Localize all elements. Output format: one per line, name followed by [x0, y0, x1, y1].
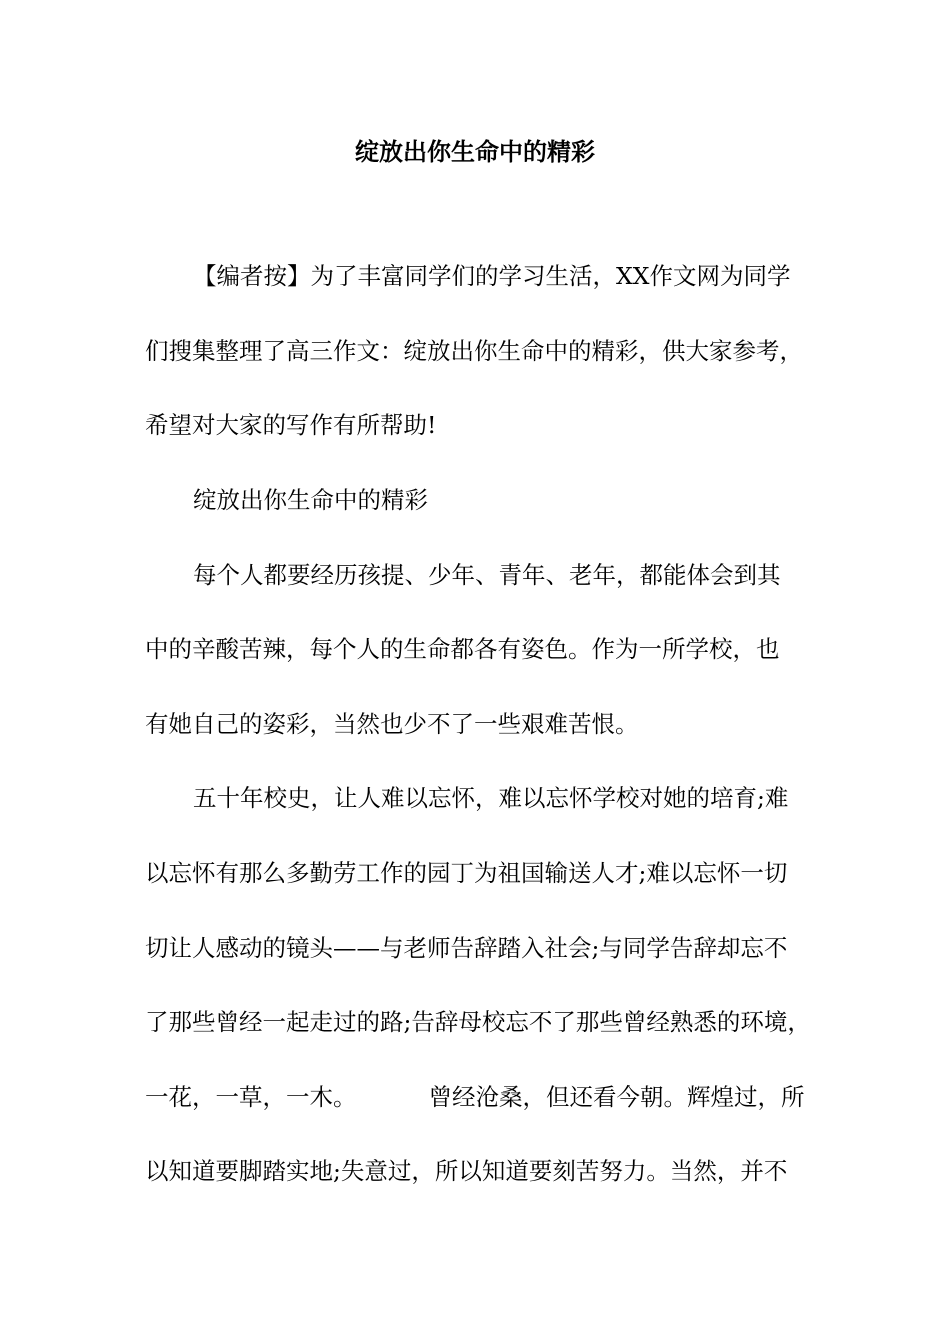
paragraph-line: 五十年校史，让人难以忘怀，难以忘怀学校对她的培育;难 [193, 784, 789, 812]
paragraph-line: 们搜集整理了高三作文：绽放出你生命中的精彩，供大家参考， [145, 337, 803, 365]
paragraph-line: 希望对大家的写作有所帮助! [145, 411, 437, 439]
paragraph-line: 以忘怀有那么多勤劳工作的园丁为祖国输送人才;难以忘怀一切 [145, 859, 788, 887]
paragraph-line: 绽放出你生命中的精彩 [193, 486, 428, 514]
paragraph-line: 切让人感动的镜头——与老师告辞踏入社会;与同学告辞却忘不 [145, 934, 788, 962]
paragraph-line: 了那些曾经一起走过的路;告辞母校忘不了那些曾经熟悉的环境， [145, 1008, 811, 1036]
paragraph-line-part: 曾经沧桑，但还看今朝。辉煌过，所 [428, 1083, 805, 1111]
paragraph-line: 有她自己的姿彩，当然也少不了一些艰难苦恨。 [145, 710, 639, 738]
paragraph-line-split [145, 1079, 815, 1115]
paragraph-line-part: 一花，一草，一木。 [145, 1083, 357, 1111]
paragraph-line: 【编者按】为了丰富同学们的学习生活，XX作文网为同学 [193, 262, 791, 290]
paragraph-line: 中的辛酸苦辣，每个人的生命都各有姿色。作为一所学校，也 [145, 635, 780, 663]
paragraph-line: 以知道要脚踏实地;失意过，所以知道要刻苦努力。当然，并不 [145, 1157, 788, 1185]
document-title: 绽放出你生命中的精彩 [355, 137, 595, 166]
paragraph-line: 每个人都要经历孩提、少年、青年、老年，都能体会到其 [193, 561, 781, 589]
